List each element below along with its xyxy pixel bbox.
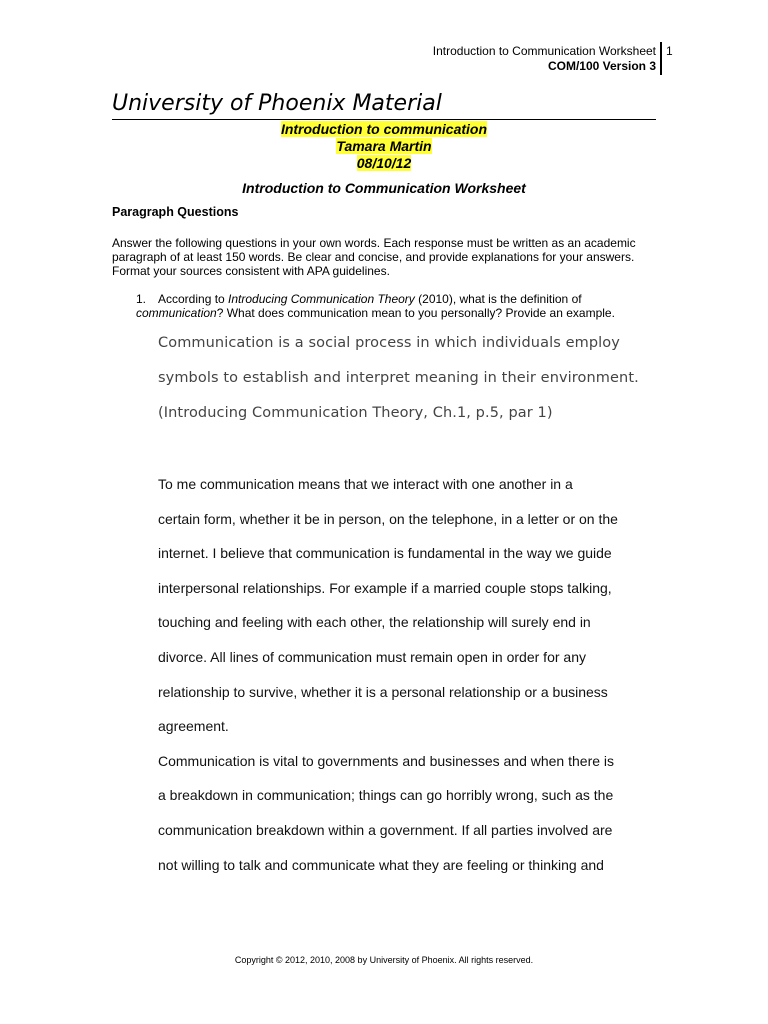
submission-date: 08/10/12 xyxy=(356,155,412,171)
answer-body-line: communication breakdown within a government. If all parties involved are xyxy=(158,821,613,838)
answer-body-line: agreement. xyxy=(158,718,229,735)
course-title: Introduction to communication xyxy=(280,121,488,137)
cover-block xyxy=(112,121,656,197)
author-name: Tamara Martin xyxy=(336,138,432,154)
answer-definition xyxy=(158,326,678,431)
question-text-part2: (2010), what is the definition of xyxy=(414,292,582,306)
answer-body-line: interpersonal relationships. For example if a married couple stops talking, xyxy=(158,579,612,596)
answer-definition-line: symbols to establish and interpret meaning in their environment. xyxy=(158,370,639,386)
header-doc-title: Introduction to Communication Worksheet xyxy=(432,44,656,58)
answer-body-line: touching and feeling with each other, the relationship will surely end in xyxy=(158,614,591,631)
answer-body-line: not willing to talk and communicate what they are feeling or thinking and xyxy=(158,856,604,873)
section-heading: Paragraph Questions xyxy=(112,205,239,219)
worksheet-title: Introduction to Communication Worksheet xyxy=(242,180,526,196)
header-version: COM/100 Version 3 xyxy=(547,59,656,73)
answer-body-line: To me communication means that we interact with one another in a xyxy=(158,476,573,492)
question-text-part1: According to xyxy=(158,292,229,306)
org-title: University of Phoenix Material xyxy=(112,91,442,116)
running-header xyxy=(433,44,656,74)
header-divider xyxy=(660,42,662,75)
answer-body-line: relationship to survive, whether it is a personal relationship or a business xyxy=(158,683,608,700)
answer-body-line: internet. I believe that communication is fundamental in the way we guide xyxy=(158,545,612,562)
question-source-title: Introducing Communication Theory xyxy=(228,292,415,306)
answer-body-line: certain form, whether it be in person, on the telephone, in a letter or on the xyxy=(158,510,618,527)
answer-body-line: divorce. All lines of communication must remain open in order for any xyxy=(158,648,586,665)
copyright-footer: Copyright © 2012, 2010, 2008 by University of Phoenix. All rights reserved. xyxy=(234,955,534,965)
instructions-paragraph: Answer the following questions in your own words. Each response must be written as an academic paragraph of at least 150 words. Be clear and concise, and provide explanations for your answers. Format your sources consistent with APA guidelines. xyxy=(112,236,636,278)
question-1 xyxy=(136,292,656,320)
org-title-underline xyxy=(112,119,656,120)
question-text-part3: ? What does communication mean to you personally? Provide an example. xyxy=(216,306,615,320)
answer-definition-citation: (Introducing Communication Theory, Ch.1, p.5, par 1) xyxy=(158,405,553,421)
answer-body-line: a breakdown in communication; things can go horribly wrong, such as the xyxy=(158,787,614,804)
question-term: communication xyxy=(136,306,217,320)
page-number: 1 xyxy=(666,44,673,58)
answer-body-line: Communication is vital to governments and businesses and when there is xyxy=(158,752,615,769)
answer-definition-line: Communication is a social process in which individuals employ xyxy=(158,335,620,351)
question-number: 1. xyxy=(136,292,147,306)
answer-body xyxy=(158,467,668,882)
